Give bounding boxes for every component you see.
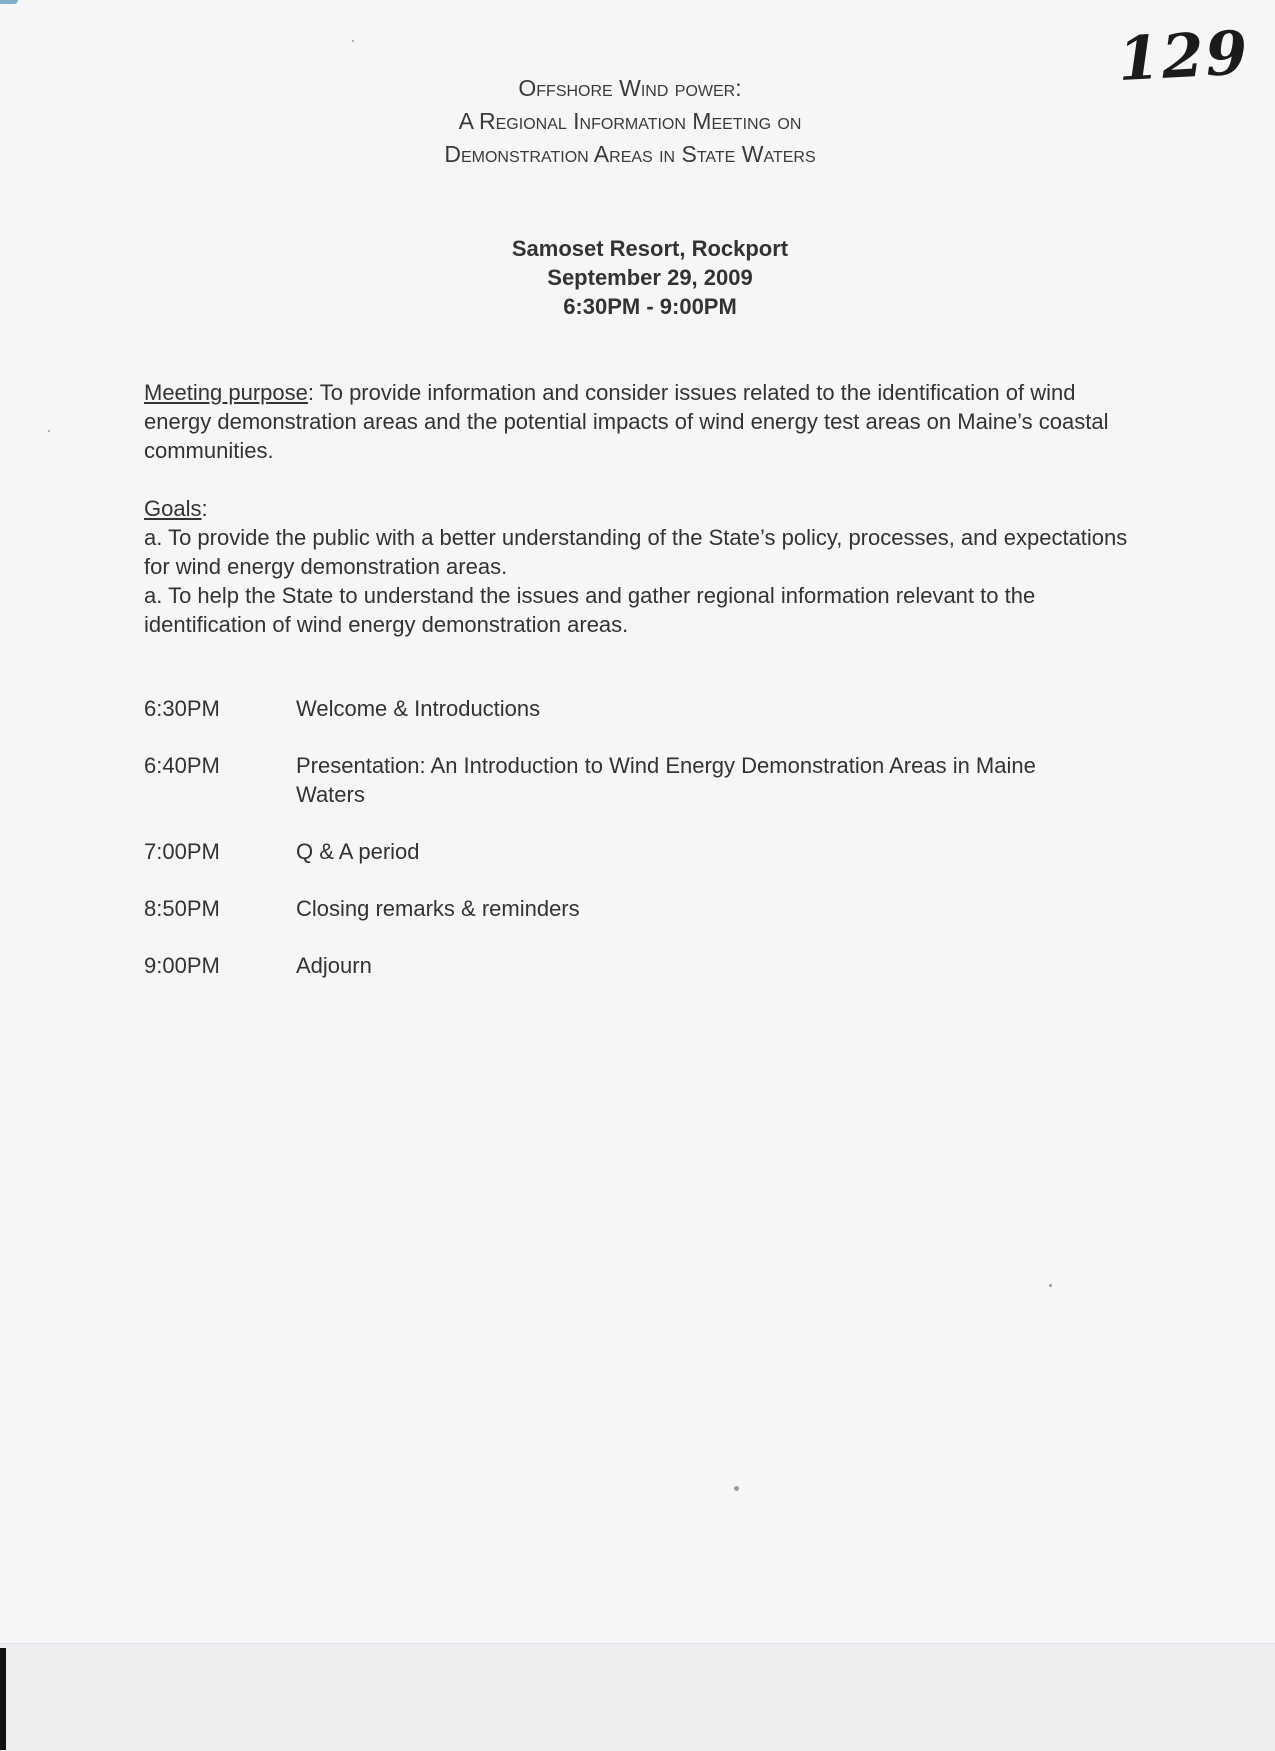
goals-section (144, 494, 1134, 639)
event-date: September 29, 2009 (547, 265, 753, 290)
agenda (144, 694, 1134, 1008)
meeting-purpose (144, 378, 1134, 465)
event-time: 6:30PM - 9:00PM (563, 294, 737, 319)
agenda-time: 9:00PM (144, 953, 220, 978)
agenda-time: 6:30PM (144, 696, 220, 721)
title-line-1: Offshore Wind power: (518, 75, 742, 101)
agenda-row (144, 694, 1134, 723)
goals-label: Goals (144, 496, 202, 521)
event-info (420, 234, 880, 321)
title-line-2: A Regional Information Meeting on (458, 108, 802, 134)
scan-edge-shadow (0, 1648, 6, 1750)
title-line-3: Demonstration Areas in State Waters (444, 141, 816, 167)
goal-item-1: a. To provide the public with a better understanding of the State’s policy, processes, and expectations for wind energy demonstration areas. (144, 525, 1128, 579)
purpose-label: Meeting purpose (144, 380, 308, 405)
scan-bottom-margin (0, 1643, 1275, 1751)
scan-speck (48, 430, 50, 432)
agenda-time: 7:00PM (144, 839, 220, 864)
agenda-time: 8:50PM (144, 896, 220, 921)
agenda-item: Presentation: An Introduction to Wind Energy Demonstration Areas in Maine Waters (296, 753, 1036, 807)
scan-speck (734, 1486, 739, 1491)
agenda-row (144, 894, 1134, 923)
agenda-time: 6:40PM (144, 753, 220, 778)
event-venue: Samoset Resort, Rockport (511, 236, 789, 261)
agenda-row (144, 837, 1134, 866)
goals-label-suffix: : (201, 496, 208, 521)
agenda-item: Adjourn (296, 953, 372, 978)
agenda-row (144, 751, 1134, 809)
goals-heading (144, 494, 1134, 523)
scan-speck (1049, 1284, 1052, 1287)
handwritten-page-number: 129 (1116, 18, 1251, 96)
agenda-item: Closing remarks & reminders (296, 896, 580, 921)
document-title (300, 72, 960, 171)
agenda-item: Welcome & Introductions (296, 696, 541, 721)
goal-item-2: a. To help the State to understand the issues and gather regional information relevant to the identification of wind energy demonstration areas. (144, 583, 1036, 637)
agenda-row (144, 951, 1134, 980)
scan-corner-mark (0, 0, 18, 4)
purpose-text: : To provide information and consider issues related to the identification of wind energy demonstration areas and the potential impacts of wind energy test areas on Maine’s coastal communities. (144, 380, 1109, 463)
scan-speck (352, 40, 354, 42)
agenda-item: Q & A period (296, 839, 420, 864)
